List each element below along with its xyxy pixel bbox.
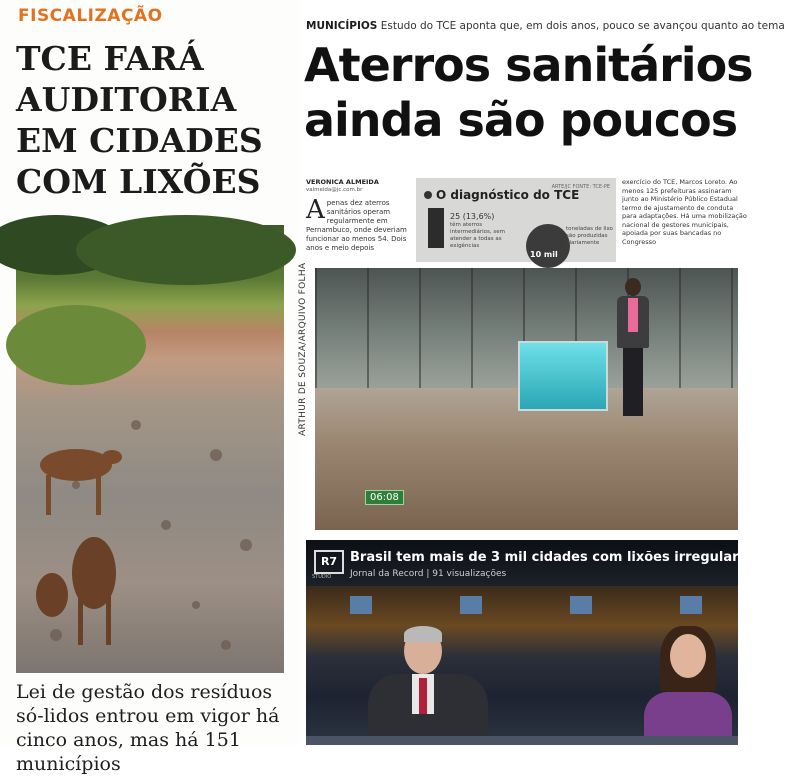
left-headline-line: AUDITORIA <box>16 80 237 119</box>
horse-shape <box>40 449 122 515</box>
section-kicker: FISCALIZAÇÃO <box>18 6 163 26</box>
right-newspaper-clipping <box>300 0 785 262</box>
author-name: VERONICA ALMEIDA <box>306 178 379 186</box>
author-email: valmeida@jc.com.br <box>306 187 363 193</box>
female-anchor-figure <box>640 626 736 745</box>
article-column-right: exercício do TCE, Marcos Loreto. Ao menos 125 prefeituras assinaram junto ao Ministério Público Estadual termo de ajustamento de conduta para adaptações. Há uma mobilização nacional de gestores municipais, apoiada por suas bancadas no Congresso <box>622 178 747 246</box>
broadcast-clock: 06:08 <box>365 490 404 505</box>
infographic-box <box>416 178 616 262</box>
infographic-stat-desc: têm aterros intermediários, sem atender a todas as exigências <box>450 222 505 249</box>
anchor-desk <box>306 736 738 745</box>
news-studio-scene <box>306 586 738 745</box>
male-anchor-figure <box>368 628 488 745</box>
infographic-circle-value: 10 mil <box>530 250 558 259</box>
lead-paragraph <box>306 195 408 253</box>
r7-logo[interactable]: R7 <box>314 550 344 574</box>
photo-credit: ARTHUR DE SOUZA/ARQUIVO FOLHA <box>298 262 308 436</box>
infographic-circle <box>526 224 570 268</box>
landfill-scene <box>16 225 284 673</box>
left-body-text: Lei de gestão dos resíduos só-lidos entrou em vigor há cinco anos, mas há 151 municípios <box>16 681 280 775</box>
left-headline-line: TCE FARÁ <box>16 39 204 78</box>
horse-shape <box>36 537 116 645</box>
video-title[interactable]: Brasil tem mais de 3 mil cidades com lixões irregular... COMP <box>350 550 787 565</box>
right-headline <box>304 38 753 148</box>
infographic-circle-desc: toneladas de lixo são produzidas diariamente <box>566 226 613 246</box>
left-headline-line: COM LIXÕES <box>16 162 261 201</box>
right-headline-line: ainda são poucos <box>304 93 738 147</box>
section-line <box>306 20 785 32</box>
left-headline-line: EM CIDADES <box>16 121 263 160</box>
article-column-lead <box>306 178 408 253</box>
infographic-stat: 25 (13,6%) <box>450 212 495 221</box>
right-headline-line: Aterros sanitários <box>304 38 753 92</box>
video-subtitle: Jornal da Record | 91 visualizações <box>350 569 507 579</box>
share-label[interactable]: COMP <box>760 554 787 563</box>
dropcap-letter: A <box>306 195 325 225</box>
r7-logo-sub: STUDIO <box>312 574 332 580</box>
tv-studio-frame <box>315 268 738 530</box>
landfill-photo <box>16 225 284 673</box>
studio-monitors <box>306 596 738 614</box>
section-label: MUNICÍPIOS <box>306 20 378 32</box>
left-headline <box>16 38 296 202</box>
lead-text: penas dez aterros sanitários operam regularmente em Pernambuco, onde deveriam funcionar ao menos 54. Dois anos e meio depois <box>306 199 407 252</box>
left-newspaper-clipping <box>0 0 308 775</box>
video-player[interactable] <box>306 540 787 745</box>
infographic-title: O diagnóstico do TCE <box>424 188 579 202</box>
infographic-bar <box>428 208 444 248</box>
video-title-bar <box>306 540 787 586</box>
section-subtitle: Estudo do TCE aponta que, em dois anos, pouco se avançou quanto ao tema <box>380 20 785 32</box>
infographic-source: ARTE/JC FONTE: TCE-PE <box>551 184 610 190</box>
presenter-desk <box>518 341 608 411</box>
bullet-icon <box>424 191 432 199</box>
presenter-figure <box>615 268 651 418</box>
